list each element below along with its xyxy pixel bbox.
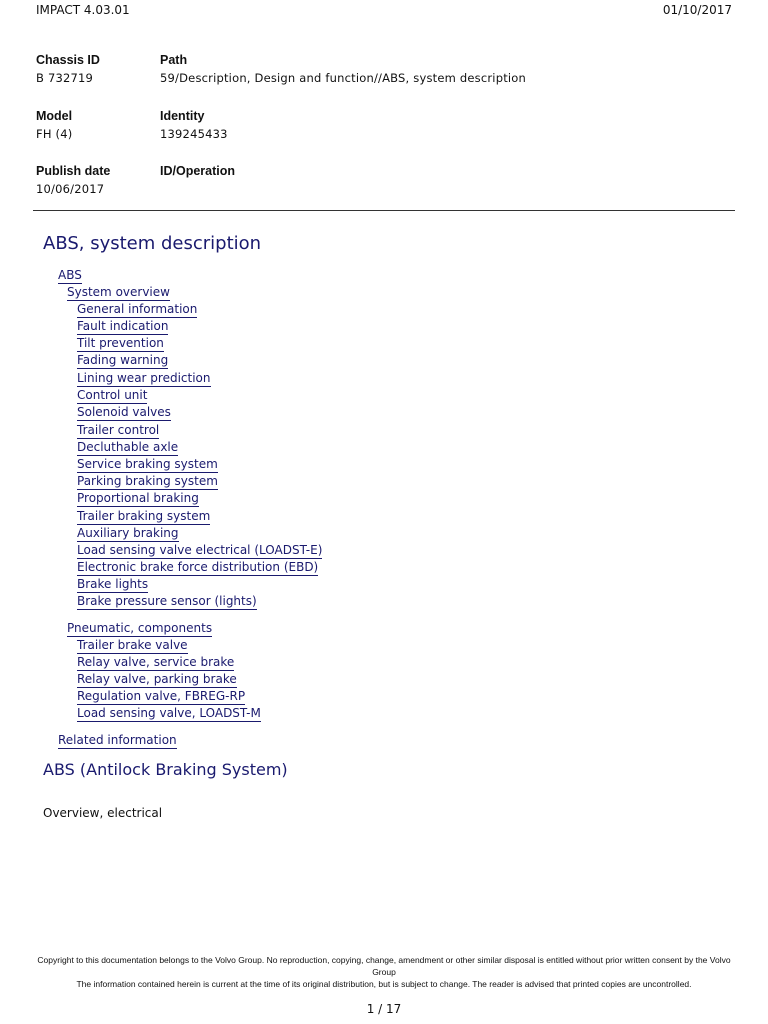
toc-link-control-unit[interactable]: Control unit <box>77 388 148 402</box>
chassis-value: B 732719 <box>36 71 94 85</box>
header-date: 01/10/2017 <box>662 3 732 17</box>
id-operation-label: ID/Operation <box>160 164 236 178</box>
toc-link-related-information[interactable]: Related information <box>58 733 177 747</box>
model-block <box>36 109 72 141</box>
model-label: Model <box>36 109 73 123</box>
toc-link-tilt-prevention[interactable]: Tilt prevention <box>77 336 164 350</box>
toc-link-service-braking-system[interactable]: Service braking system <box>77 457 218 471</box>
header-divider <box>33 210 735 211</box>
toc-link-trailer-control[interactable]: Trailer control <box>77 423 160 437</box>
footer-copyright: Copyright to this documentation belongs to the Volvo Group. No reproduction, copying, change, amendment or other similar disposal is entitled without prior written consent by the Volvo Group <box>37 955 731 977</box>
toc-link-decluthable-axle[interactable]: Decluthable axle <box>77 440 179 454</box>
section-body: Overview, electrical <box>43 806 163 820</box>
app-version: IMPACT 4.03.01 <box>36 3 130 17</box>
toc-link-abs[interactable]: ABS <box>58 268 82 282</box>
toc-link-solenoid-valves[interactable]: Solenoid valves <box>77 405 171 419</box>
path-value: 59/Description, Design and function//ABS, system description <box>160 71 527 85</box>
toc-link-auxiliary-braking[interactable]: Auxiliary braking <box>77 526 179 540</box>
publish-date-label: Publish date <box>36 164 111 178</box>
toc-link-electronic-brake-force-distribution[interactable]: Electronic brake force distribution (EBD) <box>77 560 319 574</box>
toc-link-general-information[interactable]: General information <box>77 302 198 316</box>
path-label: Path <box>160 53 188 67</box>
page-number: 1 / 17 <box>366 1002 402 1016</box>
toc-link-brake-pressure-sensor[interactable]: Brake pressure sensor (lights) <box>77 594 257 608</box>
toc-link-fading-warning[interactable]: Fading warning <box>77 353 169 367</box>
toc-link-regulation-valve[interactable]: Regulation valve, FBREG-RP <box>77 689 246 703</box>
toc-link-brake-lights[interactable]: Brake lights <box>77 577 149 591</box>
footer-disclaimer: The information contained herein is current at the time of its original distribution, but is subject to change. The reader is advised that printed copies are uncontrolled. <box>76 979 692 989</box>
chassis-label: Chassis ID <box>36 53 100 67</box>
toc-link-lining-wear-prediction[interactable]: Lining wear prediction <box>77 371 211 385</box>
toc-link-relay-valve-parking-brake[interactable]: Relay valve, parking brake <box>77 672 237 686</box>
toc-link-parking-braking-system[interactable]: Parking braking system <box>77 474 218 488</box>
toc-link-pneumatic-components[interactable]: Pneumatic, components <box>67 621 213 635</box>
identity-value: 139245433 <box>160 127 228 141</box>
toc-link-system-overview[interactable]: System overview <box>67 285 170 299</box>
publish-date-value: 10/06/2017 <box>36 182 105 196</box>
page-title: ABS, system description <box>43 233 262 254</box>
toc-link-load-sensing-valve-loadst-m[interactable]: Load sensing valve, LOADST-M <box>77 706 261 720</box>
section-title: ABS (Antilock Braking System) <box>43 760 288 779</box>
toc-link-relay-valve-service-brake[interactable]: Relay valve, service brake <box>77 655 235 669</box>
id-operation-block <box>160 164 235 178</box>
identity-block <box>160 109 228 141</box>
path-block <box>160 53 526 85</box>
publish-block <box>36 164 110 196</box>
toc-link-trailer-brake-valve[interactable]: Trailer brake valve <box>77 638 188 652</box>
chassis-block <box>36 53 100 85</box>
toc-link-trailer-braking-system[interactable]: Trailer braking system <box>77 509 211 523</box>
model-value: FH (4) <box>36 127 73 141</box>
toc-link-proportional-braking[interactable]: Proportional braking <box>77 491 199 505</box>
toc-link-fault-indication[interactable]: Fault indication <box>77 319 169 333</box>
identity-label: Identity <box>160 109 205 123</box>
toc-link-load-sensing-valve-electrical[interactable]: Load sensing valve electrical (LOADST-E) <box>77 543 323 557</box>
